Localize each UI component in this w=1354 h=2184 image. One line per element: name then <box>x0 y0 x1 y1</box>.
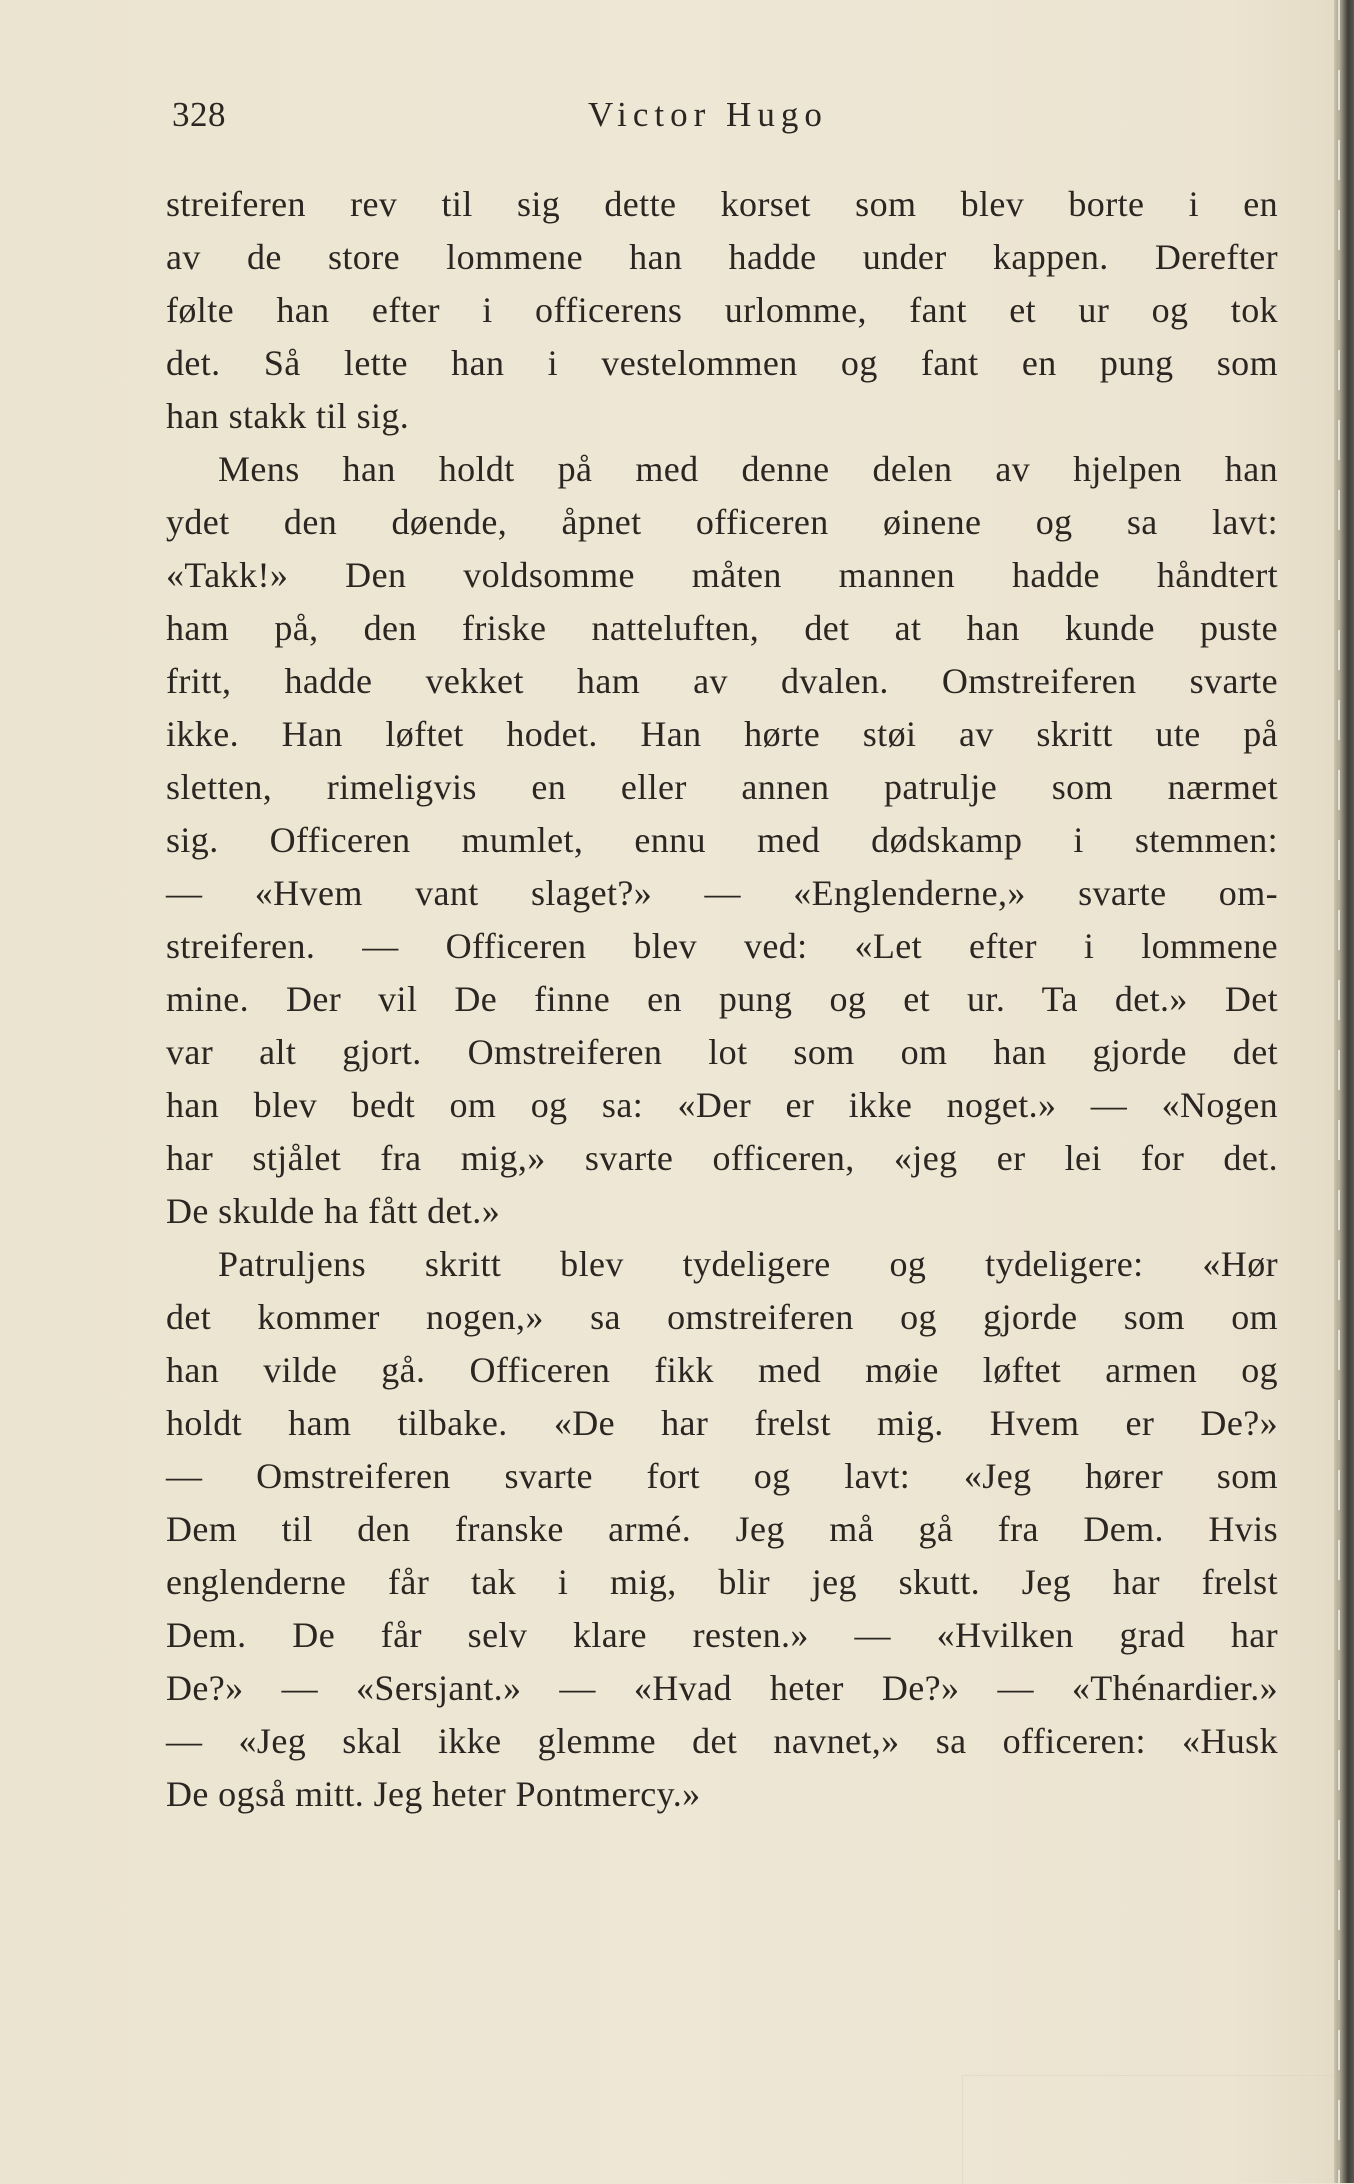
text-line: han blev bedt om og sa: «Der er ikke noget.» — «Nogen <box>166 1085 1278 1125</box>
text-line: ydet den døende, åpnet officeren øinene og sa lavt: <box>166 502 1278 542</box>
text-line: — «Jeg skal ikke glemme det navnet,» sa officeren: «Husk <box>166 1721 1278 1761</box>
page-header <box>172 95 1272 145</box>
text-line: Dem til den franske armé. Jeg må gå fra Dem. Hvis <box>166 1509 1278 1549</box>
text-line: De skulde ha fått det.» <box>166 1191 501 1231</box>
text-line: han stakk til sig. <box>166 396 410 436</box>
text-line: englenderne får tak i mig, blir jeg skutt. Jeg har frelst <box>166 1562 1278 1602</box>
text-line: sig. Officeren mumlet, ennu med dødskamp i stemmen: <box>166 820 1278 860</box>
page-number: 328 <box>172 95 226 134</box>
text-line: De?» — «Sersjant.» — «Hvad heter De?» — «Thénardier.» <box>166 1668 1278 1708</box>
body-text <box>166 178 1278 1821</box>
text-line: «Takk!» Den voldsomme måten mannen hadde håndtert <box>166 555 1278 595</box>
text-line: ham på, den friske natteluften, det at han kunde puste <box>166 608 1278 648</box>
text-line: følte han efter i officerens urlomme, fant et ur og tok <box>166 290 1278 330</box>
text-line: — Omstreiferen svarte fort og lavt: «Jeg hører som <box>166 1456 1278 1496</box>
text-line: — «Hvem vant slaget?» — «Englenderne,» svarte om- <box>166 873 1278 913</box>
text-line: han vilde gå. Officeren fikk med møie løftet armen og <box>166 1350 1278 1390</box>
text-line: mine. Der vil De finne en pung og et ur. Ta det.» Det <box>166 979 1278 1019</box>
text-line: ikke. Han løftet hodet. Han hørte støi av skritt ute på <box>166 714 1278 754</box>
text-line: Dem. De får selv klare resten.» — «Hvilken grad har <box>166 1615 1278 1655</box>
text-line: Patruljens skritt blev tydeligere og tydeligere: «Hør <box>218 1244 1278 1284</box>
text-line: det kommer nogen,» sa omstreiferen og gjorde som om <box>166 1297 1278 1337</box>
text-line: De også mitt. Jeg heter Pontmercy.» <box>166 1774 701 1814</box>
book-spine-edge <box>1334 0 1354 2183</box>
text-line: av de store lommene han hadde under kappen. Derefter <box>166 237 1278 277</box>
text-line: holdt ham tilbake. «De har frelst mig. Hvem er De?» <box>166 1403 1278 1443</box>
running-title: Victor Hugo <box>588 95 828 134</box>
text-line: sletten, rimeligvis en eller annen patrulje som nærmet <box>166 767 1278 807</box>
text-line: fritt, hadde vekket ham av dvalen. Omstreiferen svarte <box>166 661 1278 701</box>
text-line: det. Så lette han i vestelommen og fant en pung som <box>166 343 1278 383</box>
text-line: har stjålet fra mig,» svarte officeren, «jeg er lei for det. <box>166 1138 1278 1178</box>
page-corner-mark <box>962 2075 1335 2184</box>
text-line: streiferen. — Officeren blev ved: «Let efter i lommene <box>166 926 1278 966</box>
text-line: Mens han holdt på med denne delen av hjelpen han <box>218 449 1278 489</box>
text-line: var alt gjort. Omstreiferen lot som om han gjorde det <box>166 1032 1278 1072</box>
text-line: streiferen rev til sig dette korset som blev borte i en <box>166 184 1278 224</box>
